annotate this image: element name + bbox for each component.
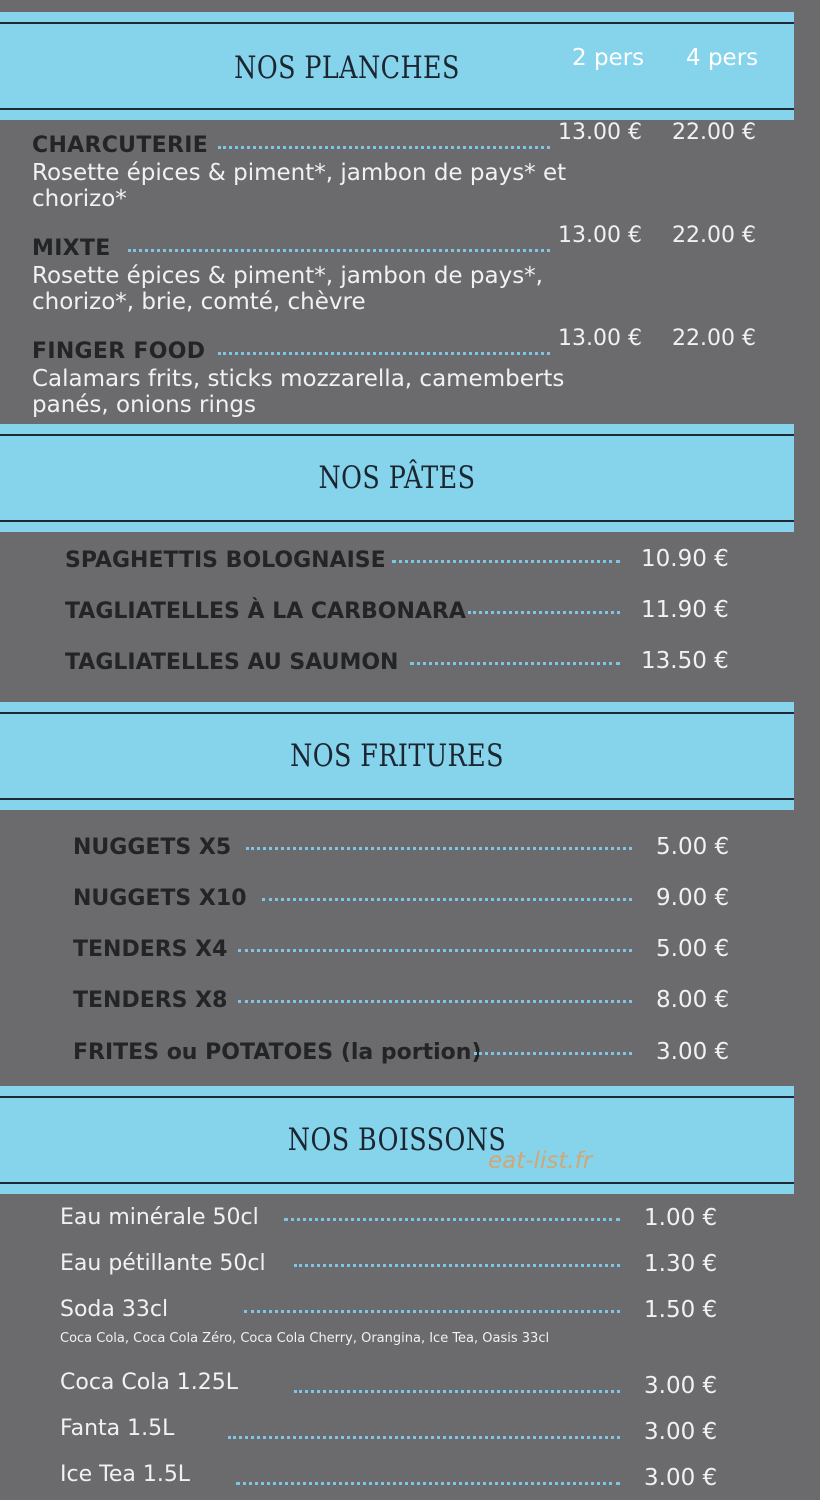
item-price: 10.90 € xyxy=(641,546,729,572)
dot-leader xyxy=(218,146,550,149)
item-price: 1.00 € xyxy=(644,1205,718,1231)
divider xyxy=(0,1096,794,1098)
item-name: Eau minérale 50cl xyxy=(60,1205,259,1230)
item-name: MIXTE xyxy=(32,236,111,261)
item-price: 1.50 € xyxy=(644,1297,718,1323)
section-header-boissons xyxy=(0,1086,794,1194)
price-2-pers: 13.00 € xyxy=(558,120,642,145)
column-header-2-pers: 2 pers xyxy=(572,45,645,71)
item-note: Coca Cola, Coca Cola Zéro, Coca Cola Cherry, Orangina, Ice Tea, Oasis 33cl xyxy=(60,1331,550,1346)
column-header-4-pers: 4 pers xyxy=(686,45,759,71)
item-description: Rosette épices & piment*, jambon de pays* et chorizo* xyxy=(32,160,567,212)
item-price: 3.00 € xyxy=(656,1039,730,1065)
item-name: TENDERS X8 xyxy=(73,988,228,1013)
dot-leader xyxy=(468,611,620,614)
divider xyxy=(0,520,794,522)
dot-leader xyxy=(410,662,620,665)
dot-leader xyxy=(228,1436,620,1439)
item-name: FRITES ou POTATOES (la portion) xyxy=(73,1040,482,1065)
item-name: Ice Tea 1.5L xyxy=(60,1462,191,1487)
item-price: 3.00 € xyxy=(644,1465,718,1491)
item-name: Fanta 1.5L xyxy=(60,1416,175,1441)
item-name: FINGER FOOD xyxy=(32,339,206,364)
dot-leader xyxy=(474,1052,632,1055)
item-price: 9.00 € xyxy=(656,885,730,911)
item-price: 5.00 € xyxy=(656,834,730,860)
price-4-pers: 22.00 € xyxy=(672,326,756,351)
item-price: 1.30 € xyxy=(644,1251,718,1277)
divider xyxy=(0,798,794,800)
item-name: Coca Cola 1.25L xyxy=(60,1370,239,1395)
item-name: NUGGETS X5 xyxy=(73,835,232,860)
dot-leader xyxy=(294,1264,620,1267)
item-price: 8.00 € xyxy=(656,987,730,1013)
item-name: TENDERS X4 xyxy=(73,937,228,962)
item-name: TAGLIATELLES À LA CARBONARA xyxy=(65,599,466,624)
section-title: NOS PÂTES xyxy=(318,460,476,496)
item-description: Calamars frits, sticks mozzarella, camemberts panés, onions rings xyxy=(32,366,565,418)
section-header-fritures xyxy=(0,702,794,810)
dot-leader xyxy=(244,1310,620,1313)
item-price: 13.50 € xyxy=(641,648,729,674)
section-title: NOS PLANCHES xyxy=(234,50,460,86)
dot-leader xyxy=(246,847,632,850)
divider xyxy=(0,1182,794,1184)
item-name: TAGLIATELLES AU SAUMON xyxy=(65,650,399,675)
item-price: 3.00 € xyxy=(644,1419,718,1445)
item-name: SPAGHETTIS BOLOGNAISE xyxy=(65,548,386,573)
item-name: Soda 33cl xyxy=(60,1297,169,1322)
item-name: Eau pétillante 50cl xyxy=(60,1251,266,1276)
price-4-pers: 22.00 € xyxy=(672,223,756,248)
section-header-planches xyxy=(0,12,794,120)
dot-leader xyxy=(238,949,632,952)
section-header-pates xyxy=(0,424,794,532)
item-description: Rosette épices & piment*, jambon de pays*, chorizo*, brie, comté, chèvre xyxy=(32,263,543,315)
item-price: 11.90 € xyxy=(641,597,729,623)
divider xyxy=(0,712,794,714)
item-name: NUGGETS X10 xyxy=(73,886,247,911)
dot-leader xyxy=(236,1482,620,1485)
dot-leader xyxy=(218,352,550,355)
divider xyxy=(0,434,794,436)
watermark: eat-list.fr xyxy=(488,1148,593,1174)
divider xyxy=(0,22,794,24)
price-2-pers: 13.00 € xyxy=(558,223,642,248)
item-price: 3.00 € xyxy=(644,1373,718,1399)
item-price: 5.00 € xyxy=(656,936,730,962)
section-title: NOS FRITURES xyxy=(290,738,504,774)
dot-leader xyxy=(128,249,550,252)
divider xyxy=(0,108,794,110)
section-title: NOS BOISSONS xyxy=(287,1122,507,1158)
dot-leader xyxy=(238,1000,632,1003)
item-name: CHARCUTERIE xyxy=(32,133,209,158)
dot-leader xyxy=(294,1390,620,1393)
price-2-pers: 13.00 € xyxy=(558,326,642,351)
dot-leader xyxy=(262,898,632,901)
dot-leader xyxy=(284,1218,620,1221)
dot-leader xyxy=(392,560,620,563)
price-4-pers: 22.00 € xyxy=(672,120,756,145)
